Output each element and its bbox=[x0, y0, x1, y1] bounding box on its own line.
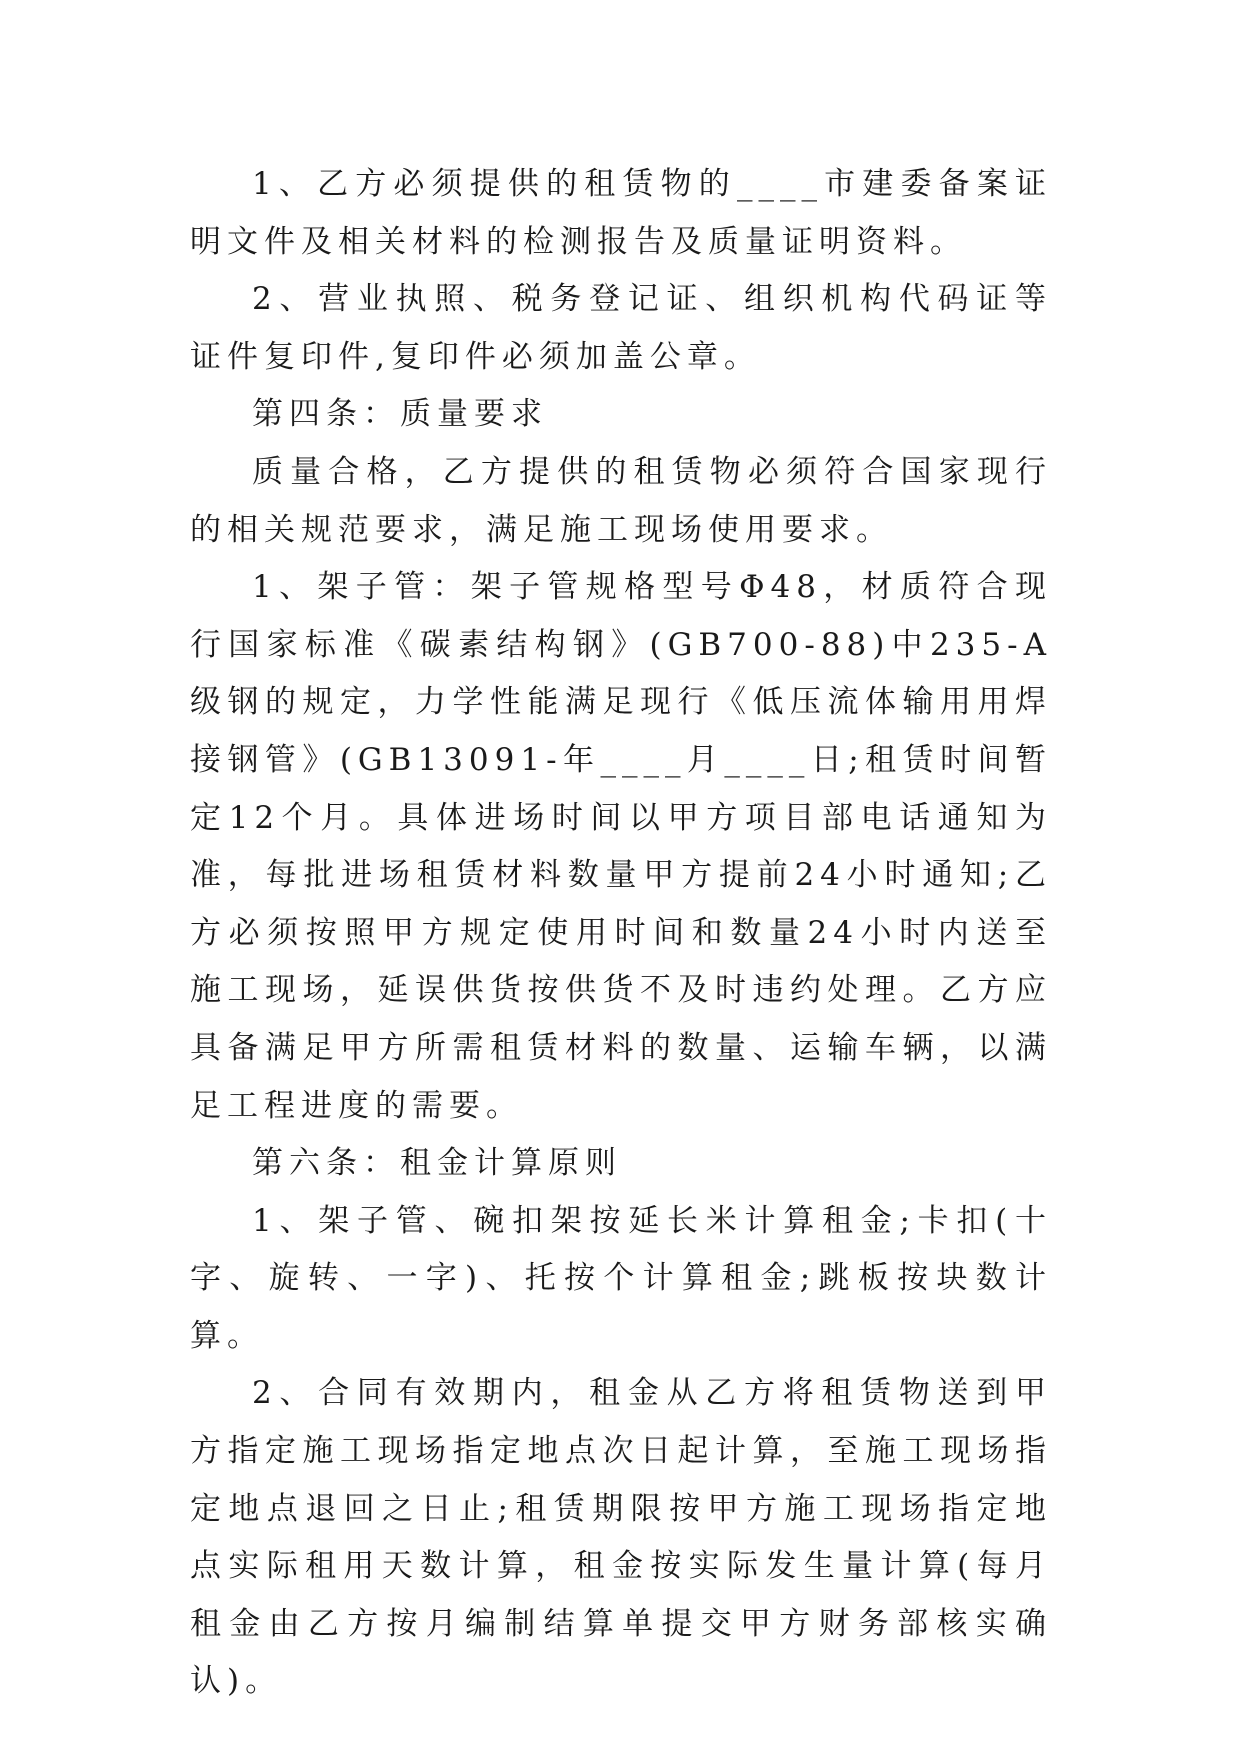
paragraph-business-license: 2、营业执照、税务登记证、组织机构代码证等证件复印件,复印件必须加盖公章。 bbox=[190, 281, 1052, 375]
heading-article-six: 第六条：租金计算原则 bbox=[252, 1145, 622, 1182]
document-body bbox=[190, 156, 1052, 1711]
paragraph-rent-units: 1、架子管、碗扣架按延长米计算租金;卡扣(十字、旋转、一字)、托按个计算租金;跳板按块数计算。 bbox=[190, 1202, 1052, 1354]
heading-article-four: 第四条：质量要求 bbox=[252, 396, 548, 433]
paragraph-scaffold-pipe: 1、架子管：架子管规格型号Φ48，材质符合现行国家标准《碳素结构钢》(GB700-88)中235-A级钢的规定，力学性能满足现行《低压流体输用用焊接钢管》(GB13091-年____月____日;租赁时间暂定12个月。具体进场时间以甲方项目部电话通知为准，每批进场租赁材料数量甲方提前24小时通知;乙方必须按照甲方规定使用时间和数量24小时内送至施工现场，延误供货按供货不及时违约处理。乙方应具备满足甲方所需租赁材料的数量、运输车辆，以满足工程进度的需要。 bbox=[190, 569, 1052, 1124]
paragraph-quality-standard: 质量合格，乙方提供的租赁物必须符合国家现行的相关规范要求，满足施工现场使用要求。 bbox=[190, 453, 1052, 548]
paragraph-rent-period: 2、合同有效期内，租金从乙方将租赁物送到甲方指定施工现场指定地点次日起计算，至施工现场指定地点退回之日止;租赁期限按甲方施工现场指定地点实际租用天数计算，租金按实际发生量计算(每月租金由乙方按月编制结算单提交甲方财务部核实确认)。 bbox=[190, 1375, 1052, 1700]
paragraph-submit-documents: 1、乙方必须提供的租赁物的____市建委备案证明文件及相关材料的检测报告及质量证明资料。 bbox=[190, 166, 1052, 260]
